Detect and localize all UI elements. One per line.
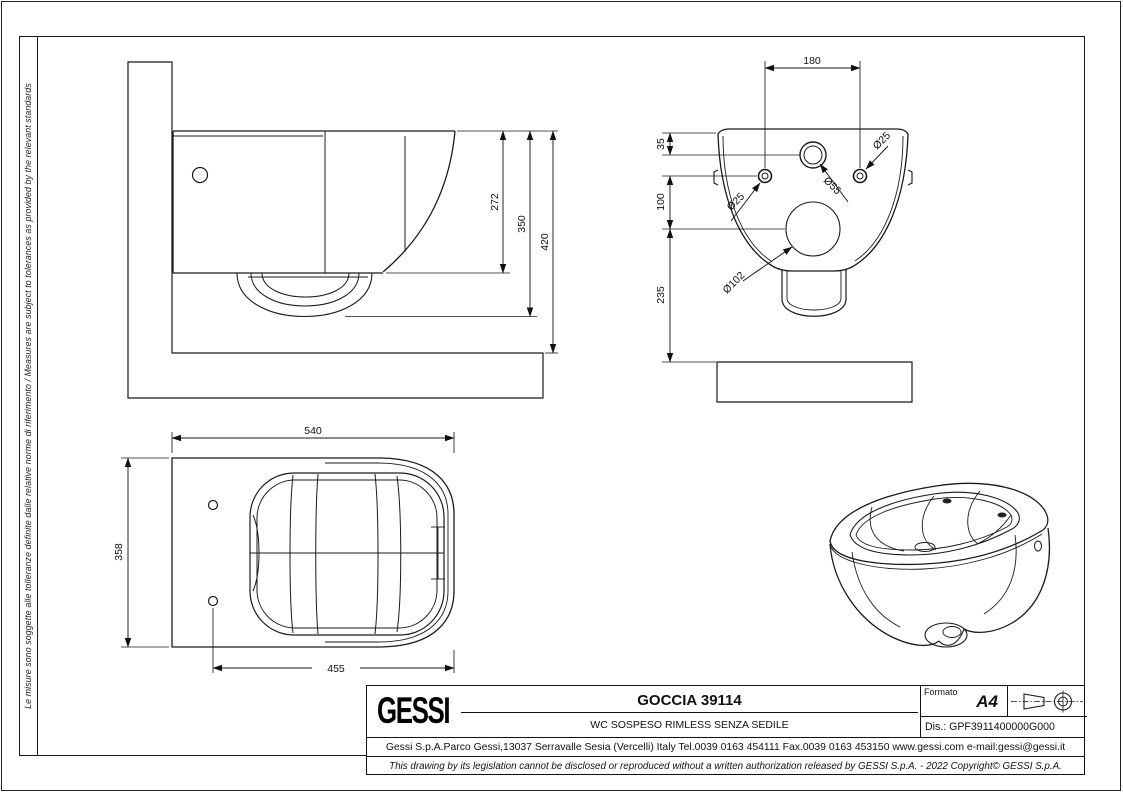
product-title: GOCCIA 39114: [461, 687, 918, 713]
dia-55-label: Ø55: [820, 174, 844, 198]
dim-350-label: 350: [516, 215, 528, 233]
drain-spigot-3d: [925, 623, 967, 647]
plan-view-dimensions: [113, 425, 454, 675]
plan-view: [112, 425, 462, 680]
bowl-rim-outer: [250, 473, 444, 635]
dim-100-label: 100: [655, 193, 667, 211]
gessi-logo: GESSI: [377, 690, 450, 731]
side-fixing-hole: [193, 168, 208, 183]
dim-272-label: 272: [489, 193, 501, 211]
dim-35-label: 35: [655, 138, 667, 150]
wc-plan-outline: [172, 458, 454, 647]
drain-hole: [786, 202, 840, 256]
wc-3d-wireframe: [830, 483, 1049, 647]
tolerance-note-text: Le misure sono soggette alle tolleranze definite dalle relative norme di riferimento / Measures are subject to tolerances as provided by the relevant standards: [23, 83, 33, 709]
first-angle-projection-icon: [1010, 687, 1084, 716]
perspective-view: [812, 458, 1072, 678]
wc-side-profile: [173, 131, 455, 317]
deck-hole-right: [998, 513, 1007, 518]
drain-trap-arcs: [237, 273, 372, 317]
dim-180-label: 180: [803, 55, 821, 67]
dia-25-right-label: Ø25: [870, 129, 894, 153]
side-view-dimensions: [345, 131, 558, 353]
dim-358-label: 358: [113, 543, 125, 561]
product-subtitle: WC SOSPESO RIMLESS SENZA SEDILE: [590, 719, 789, 731]
formato-value: A4: [976, 692, 998, 711]
wall-and-floor-hatch: [128, 62, 543, 398]
drawing-code: Dis.: GPF3911400000G000: [925, 721, 1055, 733]
deck-hole-left: [943, 499, 952, 504]
rear-view: [640, 55, 920, 410]
side-section-view: [110, 50, 580, 410]
dim-540-label: 540: [304, 425, 322, 437]
company-address: Gessi S.p.A.Parco Gessi,13037 Serravalle Sesia (Vercelli) Italy Tel.0039 0163 454111 Fax.0039 0163 453150 www.gessi.com e-mail:gessi@gessi.it: [367, 738, 1084, 757]
wc-rear-outline: [714, 129, 912, 316]
tolerance-note-strip: [19, 36, 38, 756]
rear-view-dimensions: [655, 55, 893, 362]
side-hole: [1035, 541, 1042, 551]
dim-420-label: 420: [539, 233, 551, 251]
fixing-hole-left: [759, 170, 772, 183]
legal-notice: This drawing by its legislation cannot be disclosed or reproduced without a written authorization released by GESSI S.p.A. - 2022 Copyright© GESSI S.p.A.: [389, 761, 1062, 772]
formato-cell: [921, 686, 1008, 717]
formato-label: Formato: [924, 687, 958, 697]
dim-235-label: 235: [655, 286, 667, 304]
seat-fixing-hole-bottom: [209, 597, 218, 606]
outlet-spigot: [782, 270, 846, 316]
floor-hatch: [717, 362, 912, 402]
title-block-main-row: [367, 686, 1084, 738]
dim-455-label: 455: [327, 663, 345, 675]
dia-25-left-label: Ø25: [724, 190, 748, 214]
projection-symbol-cell: [1008, 686, 1087, 717]
title-block: [366, 685, 1085, 775]
fixing-hole-right: [854, 170, 867, 183]
bowl-rim-inner: [257, 480, 437, 628]
dia-102-label: Ø102: [720, 269, 748, 297]
title-block-right-section: [920, 686, 1086, 738]
seat-fixing-hole-top: [209, 501, 218, 510]
